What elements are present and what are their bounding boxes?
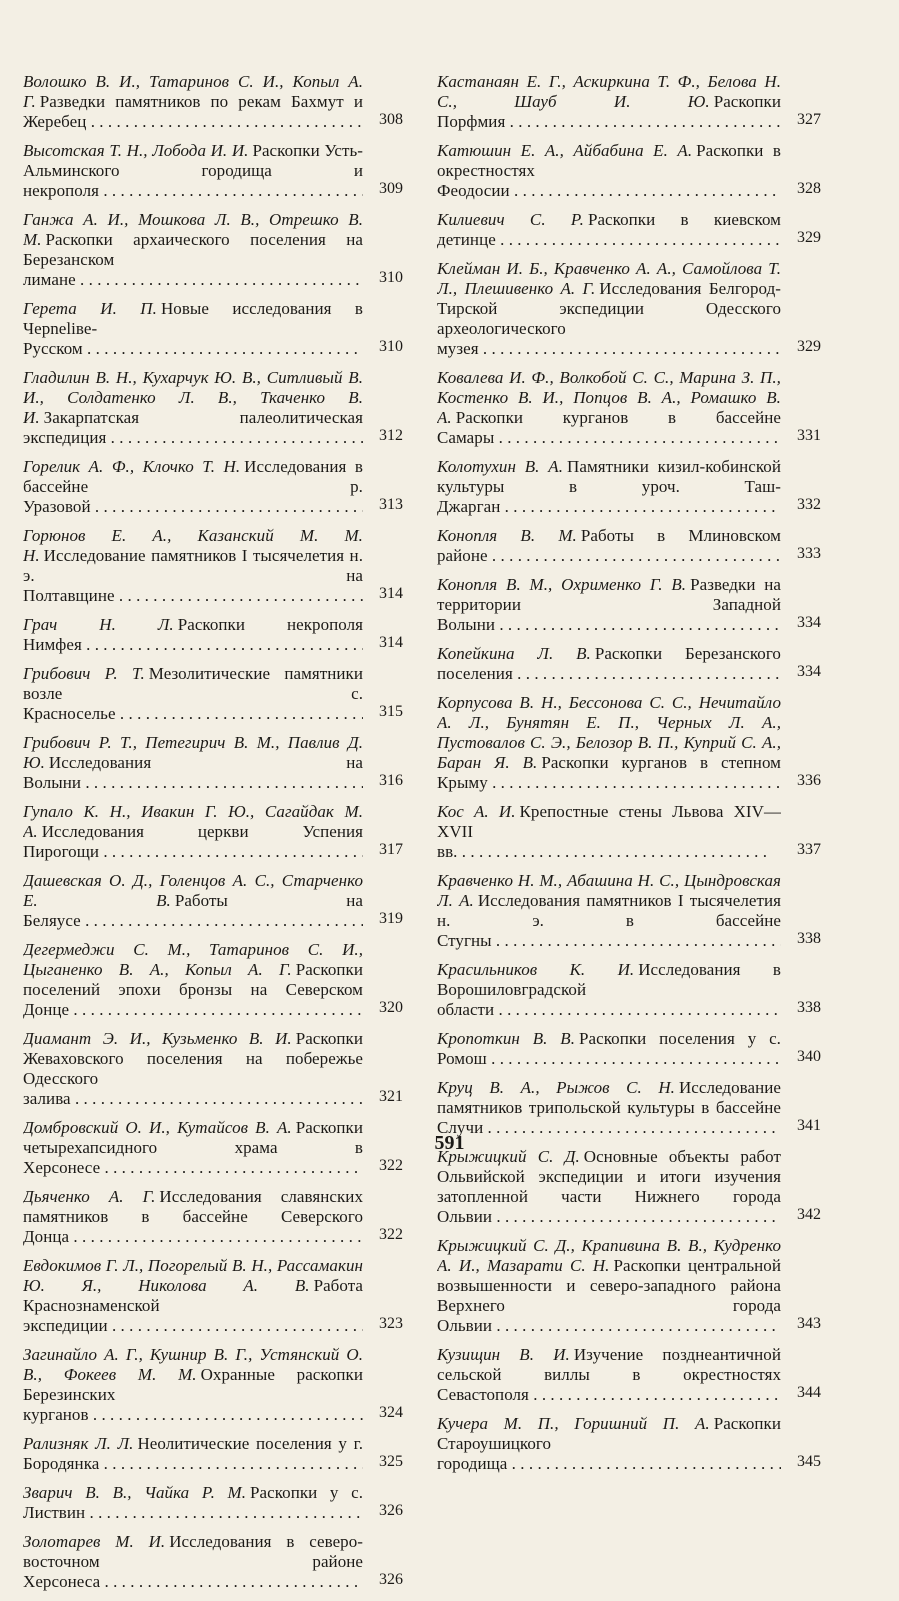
entry-title: Памятники кизил-кобинской культуры в уроч. Таш-Джарган . . . xyxy=(437,457,781,516)
entry-title: Раскопки у с. Листвин . . . xyxy=(23,1483,363,1522)
index-entry xyxy=(23,1434,403,1474)
index-entry xyxy=(437,526,821,566)
entry-page-number: 310 xyxy=(379,338,403,355)
entry-text xyxy=(23,368,363,448)
entry-title: Мезолитические памятники возле с. Красноселье . . . xyxy=(23,664,363,723)
entry-authors: Горелик А. Ф., Клочко Т. Н. xyxy=(23,457,241,476)
entry-title: Раскопки поселения у с. Ромош . . . xyxy=(437,1029,781,1068)
entry-text xyxy=(437,368,781,448)
entry-title: Закарпатская палеолитическая экспедиция . . . xyxy=(23,408,363,447)
entry-title: Исследования церкви Успения Пирогощи . . . xyxy=(23,822,363,861)
entry-title: Исследования в Ворошиловградской области . . . xyxy=(437,960,781,1019)
entry-text xyxy=(437,960,781,1020)
entry-text xyxy=(23,299,363,359)
entry-title: Исследования Белгород-Тирской экспедиции Одесского археологического музея . . . xyxy=(437,279,781,358)
entry-authors: Загинайло А. Г., Кушнир В. Г., Устянский О. В., Фокеев М. М. xyxy=(23,1345,363,1384)
entry-authors: Евдокимов Г. Л., Погорелый В. Н., Рассамакин Ю. Я., Николова А. В. xyxy=(23,1256,363,1295)
entry-page-number: 343 xyxy=(797,1315,821,1332)
entry-authors: Волошко В. И., Татаринов С. И., Копыл А. Г. xyxy=(23,72,363,111)
index-entry xyxy=(23,368,403,448)
index-entry xyxy=(23,615,403,655)
entry-title: Крепостные стены Львова XIV—XVII вв. . . . xyxy=(437,802,781,861)
entry-page-number: 314 xyxy=(379,585,403,602)
index-entry xyxy=(437,1147,821,1227)
entry-title: Исследования памятников I тысячелетия н. э. в бассейне Стугны . . . xyxy=(437,891,781,950)
entry-authors: Герета И. П. xyxy=(23,299,157,318)
entry-title: Раскопки архаического поселения на Березанском лимане . . . xyxy=(23,230,363,289)
entry-authors: Ганжа А. И., Мошкова Л. В., Отрешко В. М. xyxy=(23,210,363,249)
entry-text xyxy=(23,664,363,724)
entry-title: Раскопки некрополя Нимфея . . . xyxy=(23,615,363,654)
entry-authors: Кос А. И. xyxy=(437,802,516,821)
entry-authors: Катюшин Е. А., Айбабина Е. А. xyxy=(437,141,693,160)
entry-title: Охранные раскопки Березинских курганов . . . xyxy=(23,1365,363,1424)
entry-title: Исследования на Волыни . . . xyxy=(23,753,363,792)
entry-title: Исследование памятников I тысячелетия н. э. на Полтавщине . . . xyxy=(23,546,363,605)
entry-text xyxy=(23,1532,363,1592)
entry-title: Раскопки Усть-Альминского городища и некрополя . . . xyxy=(23,141,363,200)
entry-authors: Кропоткин В. В. xyxy=(437,1029,575,1048)
entry-title: Исследование памятников трипольской культуры в бассейне Случи . . . xyxy=(437,1078,781,1137)
entry-title: Раскопки в киевском детинце . . . xyxy=(437,210,781,249)
entry-text xyxy=(437,575,781,635)
entry-text xyxy=(437,802,781,862)
entry-page-number: 312 xyxy=(379,427,403,444)
index-entry xyxy=(23,1029,403,1109)
entry-authors: Копейкина Л. В. xyxy=(437,644,591,663)
entry-text xyxy=(23,1029,363,1109)
entry-text xyxy=(437,141,781,201)
entry-authors: Грач Н. Л. xyxy=(23,615,174,634)
entry-title: Раскопки курганов в бассейне Самары . . . xyxy=(437,408,781,447)
entry-title: Раскопки центральной возвышенности и северо-западного района Верхнего города Ольвии . . . xyxy=(437,1256,781,1335)
index-entry xyxy=(437,141,821,201)
entry-text xyxy=(23,1256,363,1336)
entry-page-number: 313 xyxy=(379,496,403,513)
entry-page-number: 328 xyxy=(797,180,821,197)
entry-page-number: 315 xyxy=(379,703,403,720)
entry-page-number: 338 xyxy=(797,999,821,1016)
entry-title: Раскопки Староушицкого городища . . . xyxy=(437,1414,781,1473)
entry-text xyxy=(23,526,363,606)
entry-authors: Рализняк Л. Л. xyxy=(23,1434,134,1453)
entry-page-number: 342 xyxy=(797,1206,821,1223)
entry-title: Раскопки в окрестностях Феодосии . . . xyxy=(437,141,781,200)
entry-title: Разведки на территории Западной Волыни . . . xyxy=(437,575,781,634)
entry-text xyxy=(23,871,363,931)
entry-page-number: 327 xyxy=(797,111,821,128)
entry-text xyxy=(437,526,781,566)
entry-title: Неолитические поселения у г. Бородянка . . . xyxy=(23,1434,363,1473)
entry-page-number: 309 xyxy=(379,180,403,197)
index-entry xyxy=(23,664,403,724)
entry-page-number: 334 xyxy=(797,663,821,680)
index-entry xyxy=(437,802,821,862)
entry-text xyxy=(437,1078,781,1138)
entry-page-number: 331 xyxy=(797,427,821,444)
entry-authors: Гупало К. Н., Ивакин Г. Ю., Сагайдак М. А. xyxy=(23,802,363,841)
entry-page-number: 326 xyxy=(379,1502,403,1519)
entry-authors: Грибович Р. Т. xyxy=(23,664,145,683)
page-number: 591 xyxy=(434,1132,465,1154)
entry-page-number: 323 xyxy=(379,1315,403,1332)
entry-text xyxy=(437,1029,781,1069)
index-entry xyxy=(437,644,821,684)
entry-page-number: 317 xyxy=(379,841,403,858)
entry-authors: Диамант Э. И., Кузьменко В. И. xyxy=(23,1029,292,1048)
entry-title: Работа Краснознаменской экспедиции . . . xyxy=(23,1276,363,1335)
left-column xyxy=(23,72,403,1601)
entry-authors: Крыжицкий С. Д. xyxy=(437,1147,580,1166)
entry-title: Разведки памятников по рекам Бахмут и Жеребец . . . xyxy=(23,92,363,131)
index-entry xyxy=(437,457,821,517)
entry-page-number: 324 xyxy=(379,1404,403,1421)
index-entry xyxy=(23,1256,403,1336)
entry-title: Исследования славянских памятников в бассейне Северского Донца . . . xyxy=(23,1187,363,1246)
index-entry xyxy=(437,1236,821,1336)
entry-authors: Дегермеджи С. М., Татаринов С. И., Цыганенко В. А., Копыл А. Г. xyxy=(23,940,363,979)
index-entry xyxy=(23,1345,403,1425)
entry-text xyxy=(437,693,781,793)
index-entry xyxy=(23,210,403,290)
entry-authors: Килиевич С. Р. xyxy=(437,210,584,229)
entry-text xyxy=(437,457,781,517)
index-entry xyxy=(437,72,821,132)
entry-text xyxy=(437,871,781,951)
entry-text xyxy=(437,210,781,250)
entry-authors: Горюнов Е. А., Казанский М. М. Н. xyxy=(23,526,363,565)
entry-authors: Корпусова В. Н., Бессонова С. С., Нечитайло А. Л., Бунятян Е. П., Черных Л. А., Пустовалов С. Э., Белозор В. П., Куприй С. А., Баран Я. В. xyxy=(437,693,781,772)
index-entry xyxy=(23,1187,403,1247)
entry-page-number: 340 xyxy=(797,1048,821,1065)
index-entry xyxy=(437,210,821,250)
index-entry xyxy=(23,526,403,606)
index-entry xyxy=(23,141,403,201)
entry-authors: Дьяченко А. Г. xyxy=(23,1187,156,1206)
entry-title: Новые исследования в Черneliве-Русском . . . xyxy=(23,299,363,358)
index-entry xyxy=(437,1414,821,1474)
entry-page-number: 325 xyxy=(379,1453,403,1470)
entry-authors: Конопля В. М. xyxy=(437,526,577,545)
entry-authors: Золотарев М. И. xyxy=(23,1532,166,1551)
entry-page-number: 338 xyxy=(797,930,821,947)
entry-title: Раскопки четырехапсидного храма в Херсонесе . . . xyxy=(23,1118,363,1177)
index-entry xyxy=(23,457,403,517)
index-entry xyxy=(437,871,821,951)
entry-page-number: 337 xyxy=(797,841,821,858)
entry-title: Раскопки курганов в степном Крыму . . . xyxy=(437,753,781,792)
entry-title: Основные объекты работ Ольвийской экспедиции и итоги изучения затопленной части Нижнего города Ольвии . . . xyxy=(437,1147,781,1226)
index-entry xyxy=(437,1345,821,1405)
entry-text xyxy=(23,733,363,793)
index-entry xyxy=(437,575,821,635)
entry-title: Раскопки Порфмия . . . xyxy=(437,92,781,131)
right-column xyxy=(437,72,821,1483)
entry-text xyxy=(23,615,363,655)
entry-title: Работы в Млиновском районе . . . xyxy=(437,526,781,565)
entry-text xyxy=(23,1483,363,1523)
entry-text xyxy=(437,1147,781,1227)
entry-text xyxy=(23,802,363,862)
entry-text xyxy=(437,1236,781,1336)
entry-authors: Кузищин В. И. xyxy=(437,1345,570,1364)
entry-authors: Кравченко Н. М., Абашина Н. С., Цындровская Л. А. xyxy=(437,871,781,910)
entry-authors: Высотская Т. Н., Лобода И. И. xyxy=(23,141,249,160)
entry-title: Раскопки Жеваховского поселения на побережье Одесского залива . . . xyxy=(23,1029,363,1108)
entry-page-number: 329 xyxy=(797,229,821,246)
index-entry xyxy=(23,1532,403,1592)
entry-authors: Ковалева И. Ф., Волкобой С. С., Марина З. П., Костенко В. И., Попцов В. А., Ромашко В. А. xyxy=(437,368,781,427)
entry-page-number: 336 xyxy=(797,772,821,789)
entry-page-number: 329 xyxy=(797,338,821,355)
index-entry xyxy=(23,802,403,862)
entry-text xyxy=(23,210,363,290)
entry-text xyxy=(437,72,781,132)
index-entry xyxy=(437,368,821,448)
entry-text xyxy=(23,1434,363,1474)
entry-page-number: 334 xyxy=(797,614,821,631)
entry-authors: Дашевская О. Д., Голенцов А. С., Старченко Е. В. xyxy=(23,871,363,910)
index-entry xyxy=(23,871,403,931)
entry-page-number: 316 xyxy=(379,772,403,789)
entry-authors: Конопля В. М., Охрименко Г. В. xyxy=(437,575,687,594)
entry-page-number: 333 xyxy=(797,545,821,562)
entry-authors: Круц В. А., Рыжов С. Н. xyxy=(437,1078,675,1097)
entry-title: Исследования в северо-восточном районе Херсонеса . . . xyxy=(23,1532,363,1591)
entry-authors: Кучера М. П., Горишний П. А. xyxy=(437,1414,710,1433)
entry-authors: Кастанаян Е. Г., Аскиркина Т. Ф., Белова Н. С., Шауб И. Ю. xyxy=(437,72,781,111)
entry-authors: Грибович Р. Т., Петегирич В. М., Павлив Д. Ю. xyxy=(23,733,363,772)
index-entry xyxy=(23,299,403,359)
entry-page-number: 308 xyxy=(379,111,403,128)
entry-page-number: 314 xyxy=(379,634,403,651)
entry-page-number: 322 xyxy=(379,1157,403,1174)
index-entry xyxy=(437,1029,821,1069)
index-entry xyxy=(437,259,821,359)
entry-page-number: 326 xyxy=(379,1571,403,1588)
entry-text xyxy=(437,1345,781,1405)
entry-text xyxy=(23,940,363,1020)
entry-authors: Крыжицкий С. Д., Крапивина В. В., Кудренко А. И., Мазарати С. Н. xyxy=(437,1236,781,1275)
entry-page-number: 341 xyxy=(797,1117,821,1134)
index-entry xyxy=(23,940,403,1020)
entry-title: Исследования в бассейне р. Уразовой . . . xyxy=(23,457,363,516)
entry-text xyxy=(23,1345,363,1425)
entry-title: Изучение позднеантичной сельской виллы в окрестностях Севастополя . . . xyxy=(437,1345,781,1404)
entry-text xyxy=(23,1187,363,1247)
entry-authors: Клейман И. Б., Кравченко А. А., Самойлова Т. Л., Плешивенко А. Г. xyxy=(437,259,781,298)
entry-text xyxy=(23,141,363,201)
index-entry xyxy=(437,693,821,793)
entry-page-number: 310 xyxy=(379,269,403,286)
index-entry xyxy=(23,1483,403,1523)
entry-page-number: 344 xyxy=(797,1384,821,1401)
entry-authors: Гладилин В. Н., Кухарчук Ю. В., Ситливый В. И., Солдатенко Л. В., Ткаченко В. И. xyxy=(23,368,363,427)
entry-title: Работы на Беляусе . . . xyxy=(23,891,363,930)
index-entry xyxy=(23,72,403,132)
entry-authors: Красильников К. И. xyxy=(437,960,635,979)
entry-text xyxy=(23,457,363,517)
entry-page-number: 332 xyxy=(797,496,821,513)
entry-page-number: 319 xyxy=(379,910,403,927)
entry-text xyxy=(437,1414,781,1474)
entry-title: Раскопки Березанского поселения . . . xyxy=(437,644,781,683)
entry-page-number: 321 xyxy=(379,1088,403,1105)
entry-authors: Колотухин В. А. xyxy=(437,457,564,476)
entry-text xyxy=(437,644,781,684)
index-entry xyxy=(23,733,403,793)
entry-page-number: 322 xyxy=(379,1226,403,1243)
entry-authors: Зварич В. В., Чайка Р. М. xyxy=(23,1483,247,1502)
entry-title: Раскопки поселений эпохи бронзы на Северском Донце . . . xyxy=(23,960,363,1019)
index-entry xyxy=(437,960,821,1020)
entry-authors: Домбровский О. И., Кутайсов В. А. xyxy=(23,1118,292,1137)
index-entry xyxy=(437,1078,821,1138)
entry-text xyxy=(437,259,781,359)
entry-page-number: 345 xyxy=(797,1453,821,1470)
entry-page-number: 320 xyxy=(379,999,403,1016)
entry-text xyxy=(23,72,363,132)
